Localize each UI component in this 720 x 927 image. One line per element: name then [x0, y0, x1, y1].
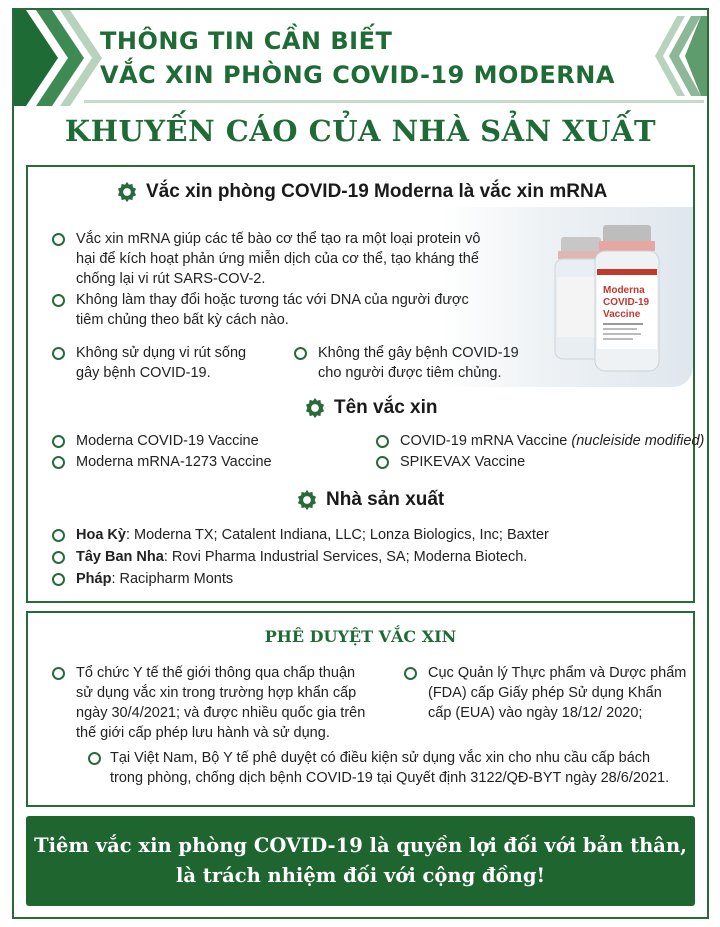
slogan-line1: Tiêm vắc xin phòng COVID-19 là quyền lợi đối với bản thân,: [34, 834, 687, 857]
manufacturer-usa: [76, 525, 549, 545]
names-section-heading-text: Tên vắc xin: [334, 397, 438, 418]
circle-bullet-icon: [52, 529, 65, 542]
manufacturer-section-heading-text: Nhà sản xuất: [326, 489, 445, 510]
gear-icon: [296, 489, 318, 511]
infographic-page: [12, 8, 709, 919]
circle-bullet-icon: [52, 667, 65, 680]
vial-label-line1: Moderna: [603, 285, 645, 296]
mrna-point-1: Vắc xin mRNA giúp các tế bào cơ thể tạo ra một loại protein vô hại để kích hoạt phản ứng miễn dịch của cơ thể, tạo kháng thể chống lại vi rút SARS-COV-2.: [76, 231, 481, 287]
country-usa: Hoa Kỳ: [76, 527, 126, 543]
circle-bullet-icon: [52, 573, 65, 586]
mrna-point-4: Không thể gây bệnh COVID-19 cho người được tiêm chủng.: [318, 345, 519, 381]
header-chevron-left-icon: [14, 10, 104, 106]
manufacturer-france: [76, 569, 233, 589]
names-section-heading: [304, 397, 438, 419]
slogan-banner: [26, 816, 695, 906]
circle-bullet-icon: [52, 347, 65, 360]
manufacturer-spain: [76, 547, 527, 567]
circle-bullet-icon: [52, 551, 65, 564]
header: [14, 10, 707, 106]
country-france: Pháp: [76, 571, 112, 587]
slogan-line2: là trách nhiệm đối với cộng đồng!: [175, 864, 546, 887]
approval-heading: PHÊ DUYỆT VẮC XIN: [264, 627, 457, 646]
gear-icon: [116, 181, 138, 203]
circle-bullet-icon: [404, 667, 417, 680]
circle-bullet-icon: [52, 435, 65, 448]
circle-bullet-icon: [376, 456, 389, 469]
approval-point-who: Tổ chức Y tế thế giới thông qua chấp thuận sử dụng vắc xin trong trường hợp khẩn cấp ngày 30/4/2021; và được nhiều quốc gia trên thế giới cấp phép lưu hành và sử dụng.: [76, 665, 366, 741]
country-spain: Tây Ban Nha: [76, 549, 164, 565]
mrna-section-heading-text: Vắc xin phòng COVID-19 Moderna là vắc xin mRNA: [146, 181, 608, 202]
vaccine-name-4: SPIKEVAX Vaccine: [400, 454, 526, 470]
header-title-line1: THÔNG TIN CẦN BIẾT: [100, 27, 393, 55]
circle-bullet-icon: [52, 294, 65, 307]
gear-icon: [304, 397, 326, 419]
circle-bullet-icon: [376, 435, 389, 448]
recommendation-title: KHUYẾN CÁO CỦA NHÀ SẢN XUẤT: [64, 114, 657, 148]
circle-bullet-icon: [52, 456, 65, 469]
mrna-section-heading: [116, 181, 607, 203]
manufacturer-info-box: [26, 165, 705, 603]
approval-point-fda: Cục Quản lý Thực phẩm và Dược phẩm (FDA) cấp Giấy phép Sử dụng Khẩn cấp (EUA) vào ngày 18/12/ 2020;: [428, 665, 687, 721]
vaccine-name-2: Moderna mRNA-1273 Vaccine: [76, 454, 272, 470]
vaccine-name-3-text: COVID-19 mRNA Vaccine: [400, 433, 568, 449]
manufacturer-section-heading: [296, 489, 444, 511]
header-chevron-right-icon: [655, 16, 707, 96]
manufacturer-spain-text: : Rovi Pharma Industrial Services, SA; Moderna Biotech.: [163, 549, 528, 565]
header-title-line2: VẮC XIN PHÒNG COVID-19 MODERNA: [100, 61, 615, 89]
circle-bullet-icon: [52, 233, 65, 246]
vaccine-name-3-note: (nucleiside modified): [571, 433, 705, 449]
vaccine-name-3: [400, 431, 704, 451]
circle-bullet-icon: [294, 347, 307, 360]
mrna-point-3: Không sử dụng vi rút sống gây bệnh COVID-19.: [76, 345, 247, 381]
vial-label-line3: Vaccine: [603, 309, 641, 320]
manufacturer-france-text: : Racipharm Monts: [111, 571, 234, 587]
vial-label-line2: COVID-19: [603, 297, 650, 308]
approval-point-vietnam: Tại Việt Nam, Bộ Y tế phê duyệt có điều kiện sử dụng vắc xin cho nhu cầu cấp bách trong phòng, chống dịch bệnh COVID-19 tại Quyết định 3122/QĐ-BYT ngày 28/6/2021.: [110, 750, 670, 786]
circle-bullet-icon: [88, 752, 101, 765]
approval-box: [26, 611, 695, 807]
manufacturer-usa-text: : Moderna TX; Catalent Indiana, LLC; Lonza Biologics, Inc; Baxter: [125, 527, 549, 543]
mrna-point-2: Không làm thay đổi hoặc tương tác với DNA của người được tiêm chủng theo bất kỳ cách nào.: [76, 292, 469, 328]
vaccine-name-1: Moderna COVID-19 Vaccine: [76, 433, 259, 449]
header-underline: [84, 100, 704, 103]
